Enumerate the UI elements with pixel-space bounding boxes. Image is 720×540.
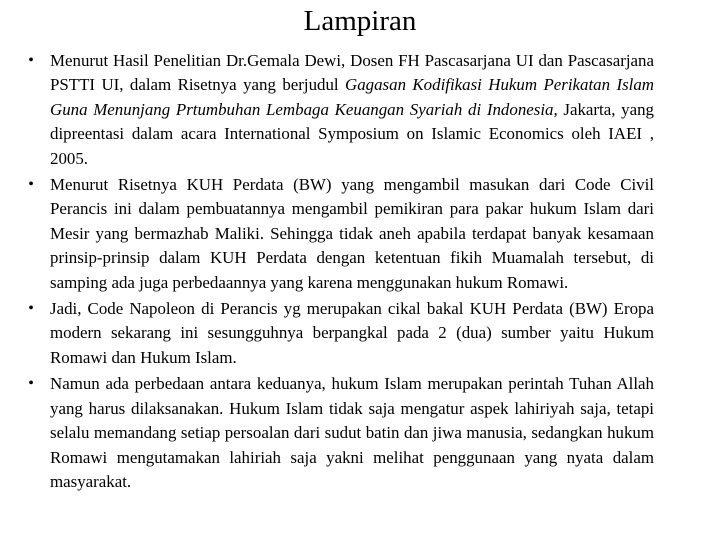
research-title: Gagasan Kodifikasi Hukum Perikatan Islam Guna Menunjang Prtumbuhan Lembaga Keuangan Syariah di Indonesia, (50, 75, 654, 119)
page-title: Lampiran (303, 5, 417, 37)
list-item (0, 173, 720, 295)
bullet-list (0, 49, 720, 496)
bullet-icon: • (28, 300, 34, 318)
list-item (0, 49, 720, 171)
list-item (0, 372, 720, 494)
item-text: Jadi, Code Napoleon di Perancis yg merupakan cikal bakal KUH Perdata (BW) Eropa modern sekarang ini sesungguhnya berpangkal pada 2 (dua) sumber yaitu Hukum Romawi dan Hukum Islam. (50, 299, 654, 367)
item-text: Menurut Risetnya KUH Perdata (BW) yang mengambil masukan dari Code Civil Perancis ini dalam pembuatannya mengambil pemikiran para pakar hukum Islam dari Mesir yang bermazhab Maliki. Sehingga tidak aneh apabila terdapat banyak kesamaan prinsip-prinsip dalam KUH Perdata dengan ketentuan fikih Muamalah tersebut, di samping ada juga perbedaannya yang karena menggunakan hukum Romawi. (50, 175, 654, 292)
item-text: Namun ada perbedaan antara keduanya, hukum Islam merupakan perintah Tuhan Allah yang harus dilaksanakan. Hukum Islam tidak saja mengatur aspek lahiriyah saja, tetapi selalu memandang setiap persoalan dari sudut batin dan jiwa manusia, sedangkan hukum Romawi mengutamakan lahiriah saja yakni melihat penggunaan yang nyata dalam masyarakat. (50, 374, 654, 491)
item-text: Jakarta, yang dipreentasi dalam acara International Symposium on Islamic Economics oleh IAEI , 2005. (50, 99, 654, 168)
item-text: Menurut Hasil Penelitian Dr.Gemala Dewi, Dosen FH Pascasarjana UI dan Pascasarjana PSTTI UI, dalam Risetnya yang berjudul (50, 51, 654, 95)
bullet-icon: • (28, 375, 34, 393)
bullet-icon: • (28, 176, 34, 194)
list-item (0, 297, 720, 370)
bullet-icon: • (28, 52, 34, 69)
